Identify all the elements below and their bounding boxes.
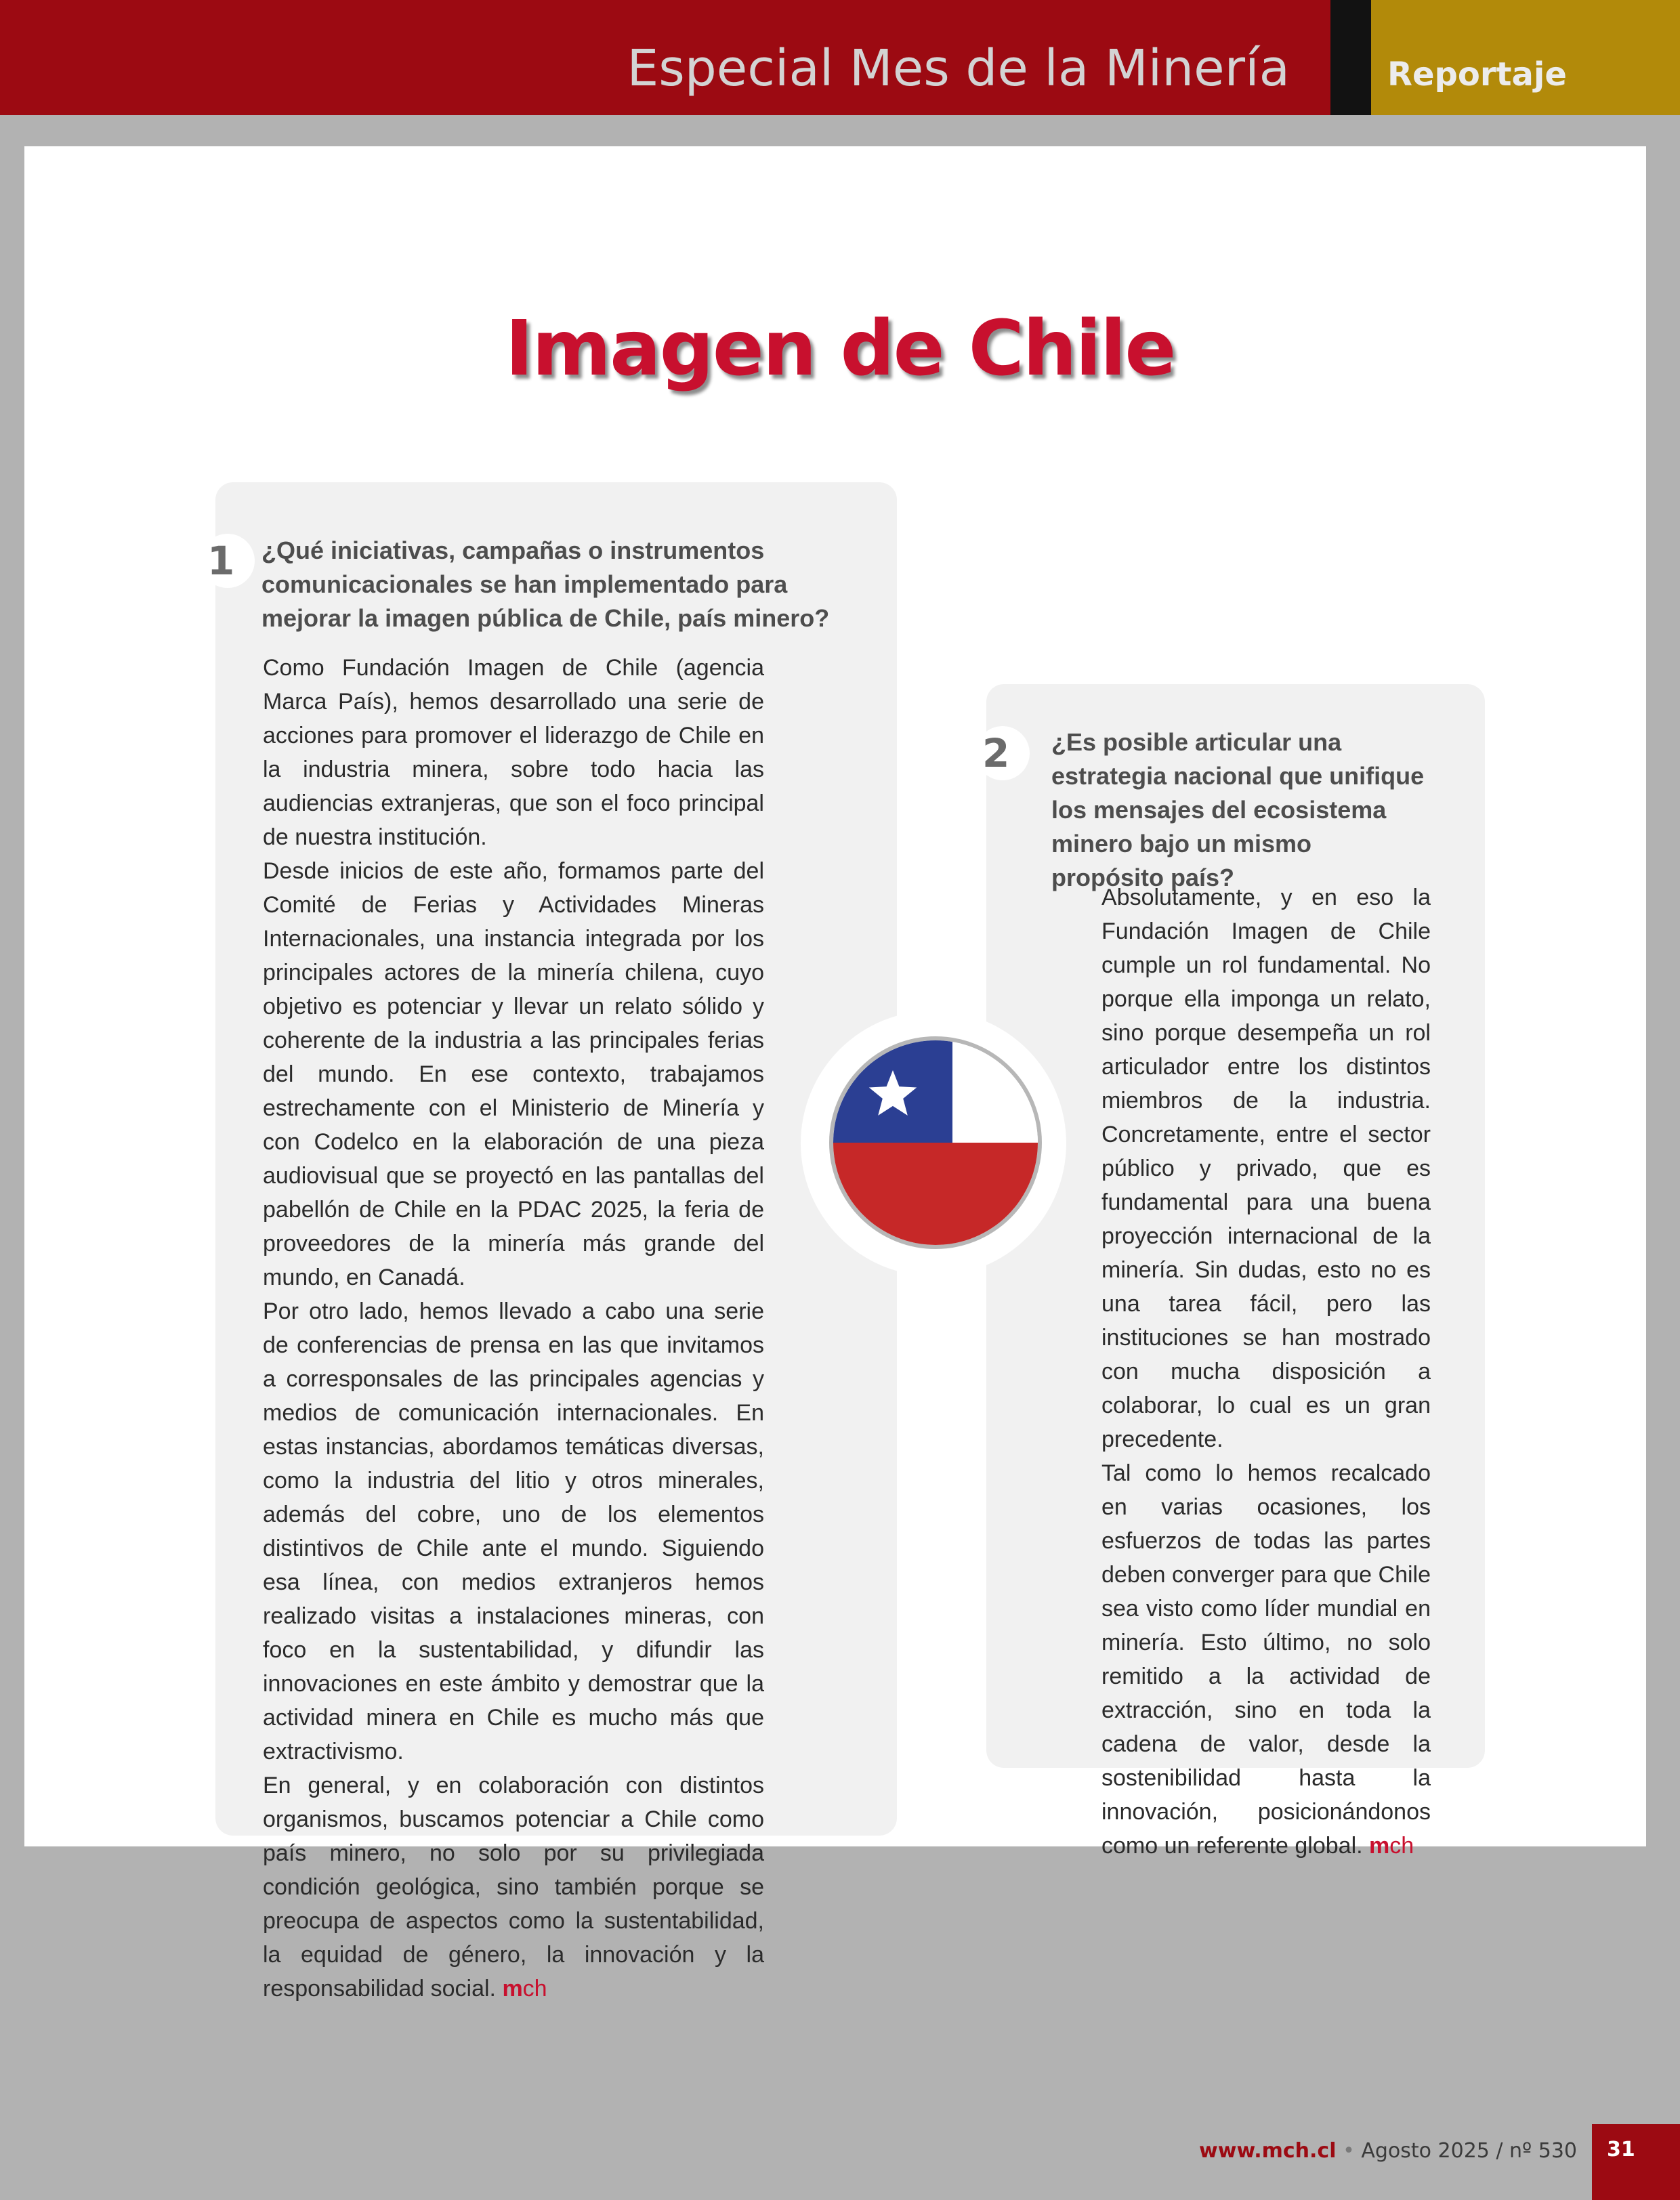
header-title: Especial Mes de la Minería — [627, 39, 1290, 98]
footer-info — [1199, 2139, 1577, 2163]
answer-2-paragraph: Absolutamente, y en eso la Fundación Imagen de Chile cumple un rol fundamental. No porque ella imponga un relato, sino porque desempeña un rol articulador entre los distintos miembros de la industria. Concretamente, entre el sector público y privado, que es fundamental para una buena proyección internacional de la minería. Sin dudas, esto no es una tarea fácil, pero las instituciones se han mostrado con mucha disposición a colaborar, lo cual es un gran precedente. — [1101, 885, 1431, 1452]
answer-1 — [263, 651, 764, 2006]
answer-1-paragraph: Desde inicios de este año, formamos parte del Comité de Ferias y Actividades Mineras Internacionales, una instancia integrada por los principales actores de la minería chilena, cuyo objetivo es potenciar y llevar un relato sólido y coherente de la industria a las principales ferias del mundo. En ese contexto, trabajamos estrechamente con el Ministerio de Minería y con Codelco en la elaboración de una pieza audiovisual que se proyectó en las pantallas del pabellón de Chile en la PDAC 2025, la feria de proveedores de la minería más grande del mundo, en Canadá. — [263, 858, 764, 1290]
answer-1-paragraph: Como Fundación Imagen de Chile (agencia Marca País), hemos desarrollado una serie de acciones para promover el liderazgo de Chile en la industria minera, sobre todo hacia las audiencias extranjeras, que son el foco principal de nuestra institución. — [263, 655, 764, 850]
mch-signature — [502, 1976, 547, 2002]
answer-1-paragraph: Por otro lado, hemos llevado a cabo una serie de conferencias de prensa en las que invitamos a corresponsales de las principales agencias y medios de comunicación internacionales. En estas instancias, abordamos temáticas diversas, como la industria del litio y otros minerales, además del cobre, uno de los elementos distintivos de Chile ante el mundo. Siguiendo esa línea, con medios extranjeros hemos realizado visitas a instalaciones mineras, con foco en la sustentabilidad, y difundir las innovaciones en este ámbito y demostrar que la actividad minera en Chile es mucho más que extractivismo. — [263, 1298, 764, 1764]
page-title: Imagen de Chile — [505, 305, 1175, 393]
footer-site-link[interactable]: www.mch.cl — [1199, 2139, 1337, 2163]
answer-2-paragraph-text: Tal como lo hemos recalcado en varias ocasiones, los esfuerzos de todas las partes deben converger para que Chile sea visto como líder mundial en minería. Esto último, no solo remitido a la actividad de extracción, sino en toda la cadena de valor, desde la sostenibilidad hasta la innovación, posicionándonos como un referente global. — [1101, 1460, 1431, 1859]
question-2-text: ¿Es posible articular una estrategia nacional que unifique los mensajes del ecosistema minero bajo un mismo propósito país? — [1051, 728, 1425, 891]
mch-signature-m: m — [1369, 1833, 1390, 1859]
mch-signature-ch: ch — [1389, 1833, 1414, 1859]
header-divider — [1330, 0, 1371, 115]
mch-signature-ch: ch — [522, 1976, 547, 2002]
answer-1-paragraph-last — [263, 1769, 764, 2006]
answer-2 — [1101, 881, 1431, 1863]
question-1-text: ¿Qué iniciativas, campañas o instrumentos comunicacionales se han implementado para mejorar la imagen pública de Chile, país minero? — [261, 536, 830, 632]
header-bar — [0, 0, 1330, 115]
question-number-1: 1 — [201, 534, 255, 588]
section-label: Reportaje — [1387, 56, 1567, 93]
mch-signature — [1369, 1833, 1414, 1859]
section-tab — [1371, 0, 1680, 115]
chile-flag-icon — [829, 1036, 1042, 1249]
answer-1-paragraph-text: En general, y en colaboración con distintos organismos, buscamos potenciar a Chile como país minero, no solo por su privilegiada condición geológica, sino también porque se preocupa de aspectos como la sustentabilidad, la equidad de género, la innovación y la responsabilidad social. — [263, 1773, 764, 2002]
chile-flag-graphic — [833, 1040, 1038, 1245]
footer-issue: Agosto 2025 / nº 530 — [1361, 2139, 1577, 2163]
answer-2-paragraph-last — [1101, 1456, 1431, 1863]
page-number: 31 — [1592, 2124, 1680, 2200]
footer-bullet: • — [1343, 2139, 1355, 2163]
mch-signature-m: m — [502, 1976, 523, 2002]
question-number-2: 2 — [975, 726, 1030, 780]
